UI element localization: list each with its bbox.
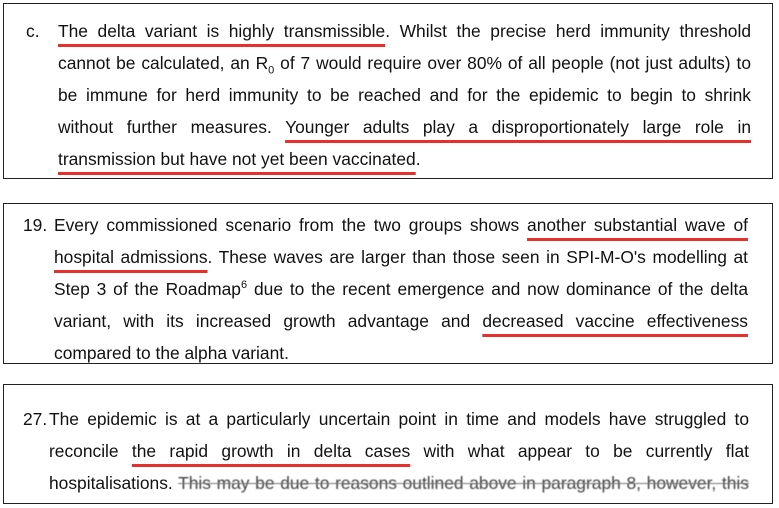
highlight-hospital-wave: another substantial wave of hospital admissions <box>54 215 748 267</box>
paragraph-19 <box>54 209 748 369</box>
text-segment: Every commissioned scenario from the two groups shows <box>54 215 528 235</box>
text-segment: . These waves are larger than those seen in SPI-M-O's modelling at Step 3 of the Roadmap <box>54 247 749 299</box>
item-label-c: c. <box>26 21 40 41</box>
highlight-delta-cases: the rapid growth in delta cases <box>131 441 411 461</box>
text-segment: with what appear to be currently flat hospitalisations. <box>49 441 749 493</box>
item-label-19: 19. <box>23 215 48 235</box>
highlight-younger-adults: Younger adults play a disproportionately large role in transmission but have not yet been vaccinated <box>58 117 752 169</box>
text-segment: The epidemic is at a particularly uncertain point in time and models have struggled to reconcile <box>49 409 749 461</box>
text-segment: of 7 would require over 80% of all people (not just adults) to be immune for herd immunity to be reached and for the epidemic to begin to shrink without further measures. <box>58 53 751 137</box>
text-segment: due to the recent emergence and now dominance of the delta variant, with its increased growth advantage and <box>54 279 748 331</box>
text-segment: . <box>415 149 421 169</box>
item-label-27: 27. <box>23 409 48 429</box>
excerpt-box-27 <box>3 384 773 504</box>
excerpt-box-19 <box>3 203 773 364</box>
faded-cut-off-text: This may be due to reasons outlined above in paragraph 8, however, this <box>178 473 749 493</box>
highlight-delta-transmissible: The delta variant is highly transmissible <box>58 21 386 41</box>
paragraph-c <box>58 15 751 175</box>
text-segment: . Whilst the precise herd immunity threshold cannot be calculated, an R <box>58 21 751 73</box>
highlight-vaccine-effectiveness: decreased vaccine effectiveness <box>482 311 748 331</box>
excerpt-box-c <box>3 3 773 179</box>
text-segment: compared to the alpha variant. <box>54 343 289 363</box>
footnote-marker: 6 <box>240 279 248 292</box>
paragraph-27 <box>49 403 749 499</box>
r-subscript: 0 <box>268 64 275 77</box>
